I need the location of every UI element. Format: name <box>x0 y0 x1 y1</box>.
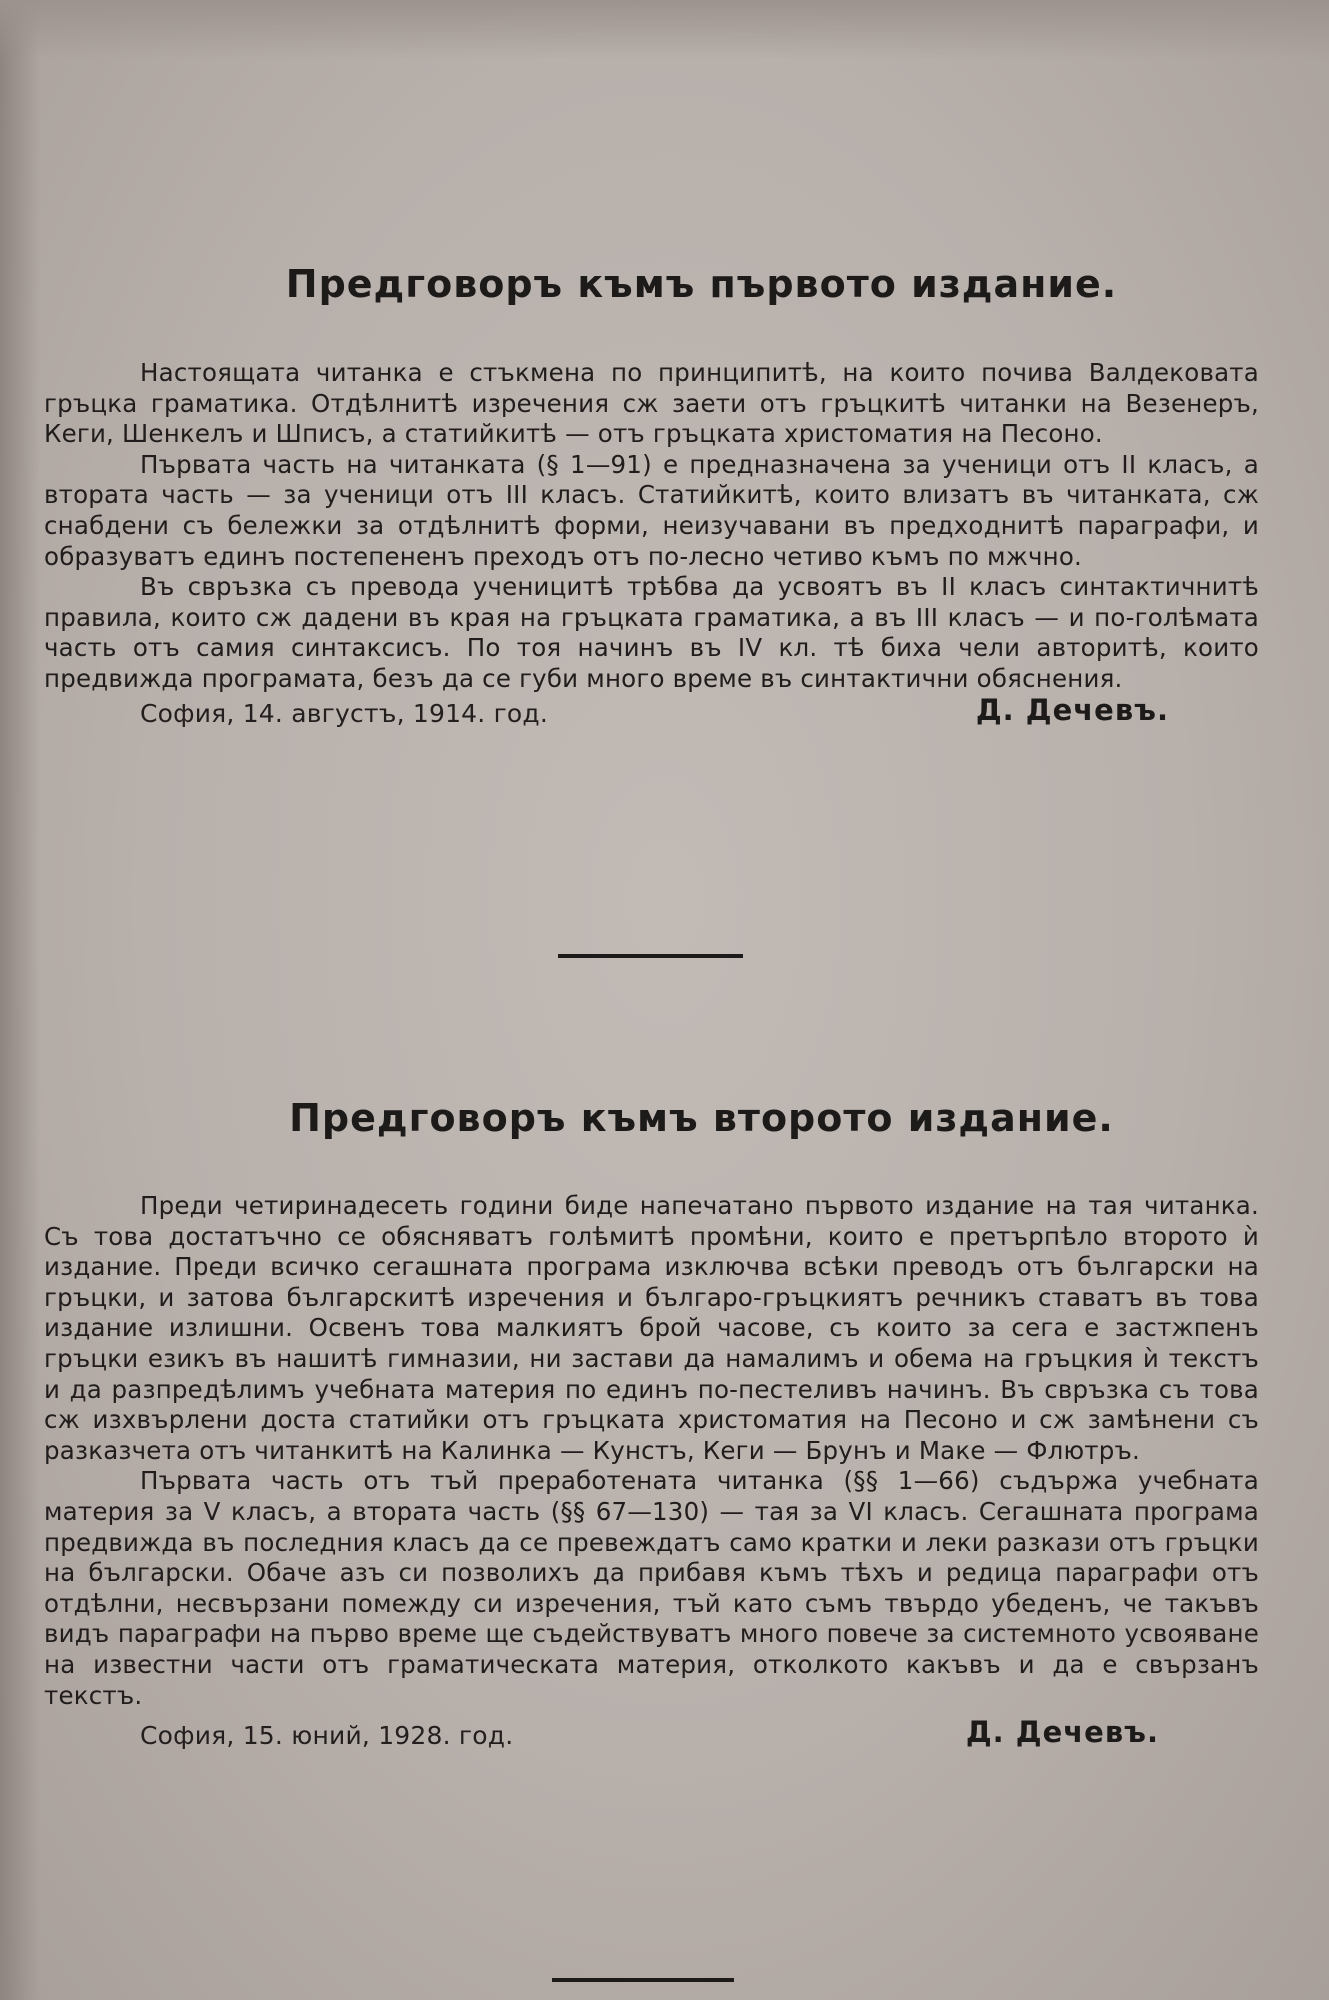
first-preface-paragraph-2: Първата часть на читанката (§ 1—91) е предназначена за ученици отъ II класъ, а втората часть — за ученици отъ III класъ. Статийкитѣ, които влизатъ въ читанката, сж снабдени съ бележки за отдѣлнитѣ форми, неизучавани въ предходнитѣ параграфи, и образуватъ единъ постепененъ преходъ отъ по-лесно четиво къмъ по мжчно. <box>44 449 1259 571</box>
first-preface-signature <box>44 692 1259 745</box>
page-edge-shadow <box>0 0 40 2000</box>
first-preface-section <box>44 262 1259 306</box>
second-preface-author: Д. Дечевъ. <box>965 1715 1159 1750</box>
second-preface-title: Предговоръ къмъ второто издание. <box>289 1096 1114 1140</box>
first-preface-title: Предговоръ къмъ първото издание. <box>285 262 1118 306</box>
first-preface-author: Д. Дечевъ. <box>975 692 1169 727</box>
second-preface-body <box>44 1191 1259 1767</box>
second-preface-paragraph-1: Преди четиринадесеть години биде напечатано първото издание на тая читанка. Съ това достатъчно се обясняватъ голѣмитѣ промѣни, които е претърпѣло второто ѝ издание. Преди всичко сегашната програма изключва всѣки преводъ отъ български на гръцки, и затова българскитѣ изречения и българо-гръцкиятъ речникъ ставатъ въ това издание излишни. Освенъ това малкиятъ брой часове, съ които за сега е застжпенъ гръцки езикъ въ нашитѣ гимназии, ни застави да намалимъ и обема на гръцкия ѝ текстъ и да разпредѣлимъ учебната материя по единъ по-пестеливъ начинъ. Въ свръзка съ това сж изхвърлени доста статийки отъ гръцката христоматия на Песоно и сж замѣнени съ разказчета отъ читанкитѣ на Калинка — Кунстъ, Кеги — Брунъ и Маке — Флютръ. <box>44 1191 1259 1465</box>
first-preface-paragraph-3: Въ свръзка съ превода ученицитѣ трѣбва да усвоятъ въ II класъ синтактичнитѣ правила, които сж дадени въ края на гръцката граматика, а въ III класъ — и по-голѣмата часть отъ самия синтаксисъ. По тоя начинъ въ IV кл. тѣ биха чели авторитѣ, които предвиждa програмата, безъ да се губи много време въ синтактични обяснения. <box>44 572 1259 693</box>
bottom-rule <box>552 1978 734 1982</box>
second-preface-date: София, 15. юний, 1928. год. <box>140 1721 514 1751</box>
second-preface-section <box>44 1096 1259 1140</box>
second-preface-signature <box>44 1715 1259 1767</box>
first-preface-date: София, 14. августъ, 1914. год. <box>140 698 549 728</box>
second-preface-paragraph-2: Първата часть отъ тъй преработената читанка (§§ 1—66) съдържа учебната материя за V класъ, а втората часть (§§ 67—130) — тая за VI класъ. Сегашната програма предвижда въ последния класъ да се превеждатъ само кратки и леки разкази отъ гръцки на български. Обаче азъ си позволихъ да прибавя къмъ тѣхъ и редица параграфи отъ отдѣлни, несвързани помежду си изречения, тъй като съмъ твърдо убеденъ, че такъвъ видъ параграфи на първо време ще съдействуватъ много повече за системното усвояване на известни части отъ граматическата материя, отколкото какъвъ и да е свързанъ текстъ. <box>44 1466 1259 1710</box>
first-preface-body <box>44 358 1259 745</box>
section-divider-rule <box>558 954 743 958</box>
first-preface-paragraph-1: Настоящата читанка е стъкмена по принципитѣ, на които почива Валдековата гръцка граматика. Отдѣлнитѣ изречения сж заети отъ гръцкитѣ читанки на Везенеръ, Кеги, Шенкелъ и Шписъ, а статийкитѣ — отъ гръцката христоматия на Песоно. <box>44 358 1259 449</box>
page-top-shadow <box>0 0 1329 60</box>
